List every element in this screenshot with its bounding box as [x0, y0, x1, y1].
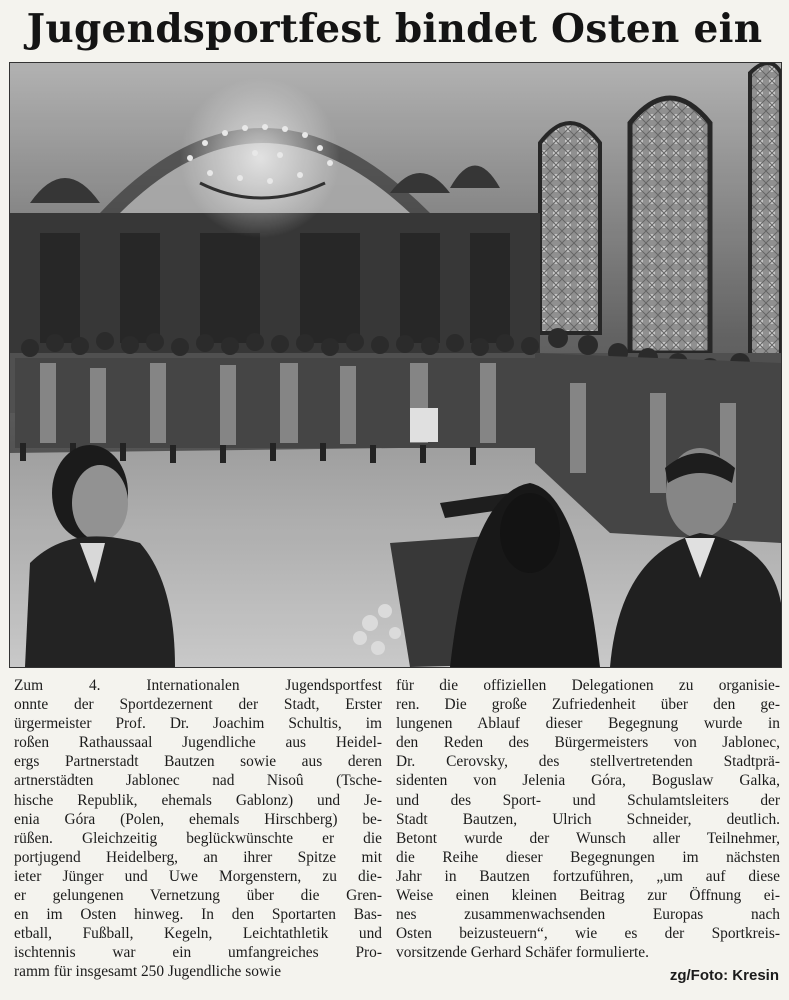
- article-line: portjugend Heidelberg, an ihrer Spitze mit: [14, 848, 382, 866]
- article-line: rüßen. Gleichzeitig beglückwünschte er die: [14, 829, 382, 847]
- article-line: ieter Jünger und Uwe Morgenstern, zu die-: [14, 867, 382, 885]
- article-line: Weise einen kleinen Beitrag zur Öffnung ei-: [396, 887, 780, 905]
- article-line: Stadt Bautzen, Ulrich Schneider, deutlich.: [396, 810, 780, 828]
- article-line: den Reden des Bürgermeisters von Jablonec,: [396, 734, 780, 752]
- headline: Jugendsportfest bindet Osten ein: [26, 6, 763, 52]
- article-line: er gelungenen Vernetzung über die Gren-: [14, 887, 382, 905]
- article-line: Zum 4. Internationalen Jugendsportfest: [14, 677, 382, 694]
- article-line: ren. Die große Zufriedenheit über den ge-: [396, 696, 780, 714]
- article-line: hische Republik, ehemals Gablonz) und Je-: [14, 791, 382, 809]
- article-line: sidenten von Jelenia Góra, Boguslaw Galka,: [396, 772, 780, 790]
- article-line: etball, Fußball, Kegeln, Leichtathletik und: [14, 925, 382, 943]
- photo-group-in-town-hall-icon: [10, 63, 781, 667]
- article-line: enia Góra (Polen, ehemals Hirschberg) be-: [14, 810, 382, 828]
- article-line: ischtennis war ein umfangreiches Pro-: [14, 944, 382, 962]
- article-line: lungenen Ablauf dieser Begegnung wurde in: [396, 715, 780, 733]
- article-line: onnte der Sportdezernent der Stadt, Erster: [14, 696, 382, 714]
- article-line: ramm für insgesamt 250 Jugendliche sowie: [14, 963, 282, 981]
- photo-credit: zg/Foto: Kresin: [669, 967, 779, 984]
- article-left-column: [14, 676, 382, 982]
- article-line: en im Osten hinweg. In den Sportarten Bas-: [14, 906, 382, 924]
- article-line: Osten beizusteuern“, wie es der Sportkreis-: [396, 925, 780, 943]
- article-line: Dr. Cerovsky, des stellvertretenden Stadtprä-: [396, 753, 780, 771]
- article-line: für die offiziellen Delegationen zu organisie-: [396, 677, 780, 694]
- news-photo: [9, 62, 782, 668]
- article-line: nes zusammenwachsenden Europas nach: [396, 906, 780, 924]
- article-line: Betont wurde der Wunsch aller Teilnehmer,: [396, 829, 780, 847]
- article-line: die Reihe dieser Begegnungen im nächsten: [396, 848, 780, 866]
- article-right-column: [396, 676, 780, 962]
- article-line: vorsitzende Gerhard Schäfer formulierte.: [396, 944, 649, 962]
- article-line: artnerstädten Jablonec nad Nisoû (Tsche-: [14, 772, 382, 790]
- article-line: ergs Partnerstadt Bautzen sowie aus deren: [14, 753, 382, 771]
- article-line: roßen Rathaussaal Jugendliche aus Heidel-: [14, 734, 382, 752]
- article-line: ürgermeister Prof. Dr. Joachim Schultis, im: [14, 715, 382, 733]
- article-line: Jahr in Bautzen fortzuführen, „um auf diese: [396, 867, 780, 885]
- article-line: und des Sport- und Schulamtsleiters der: [396, 791, 780, 809]
